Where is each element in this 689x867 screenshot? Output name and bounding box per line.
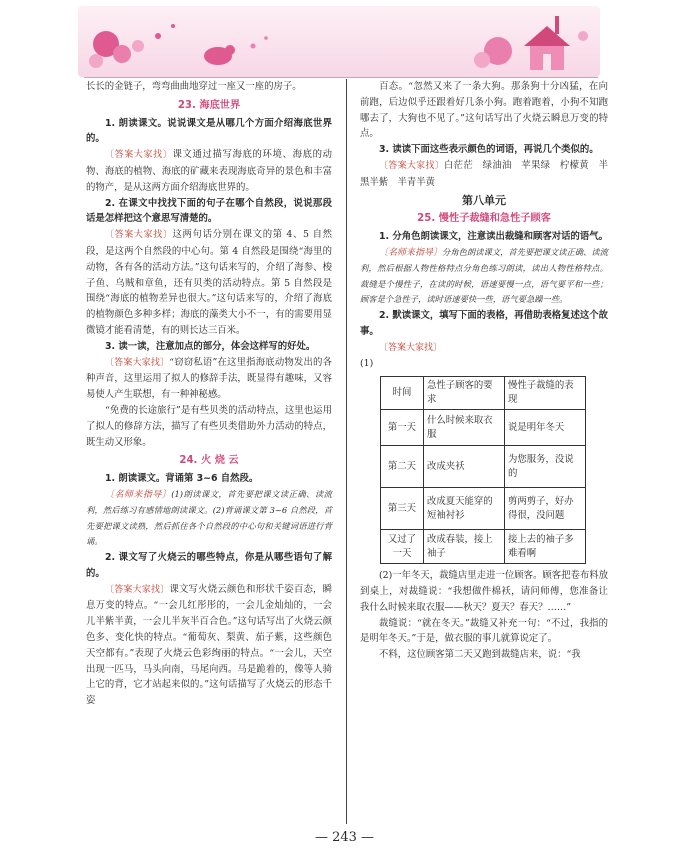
answer-tag: 〔答案大家找〕 xyxy=(379,342,443,353)
table-cell: 剪两剪子，好办得很，没问题 xyxy=(505,488,586,530)
lesson-25-title: 25. 慢性子裁缝和急性子顾客 xyxy=(417,213,551,225)
answer: 〔答案大家找〕课文通过描写海底的环境、海底的动物、海底的植物、海底的矿藏来表现海底奇异的景色和丰富的物产，是从这两方面介绍海底世界的。 xyxy=(86,149,332,193)
question: 2. 在课文中找找下面的句子在哪个自然段，说说那段话是怎样把这个意思写清楚的。 xyxy=(86,197,332,225)
table-header-cell: 急性子顾客的要求 xyxy=(424,377,505,410)
question: 1. 朗读课文。说说课文是从哪几个方面介绍海底世界的。 xyxy=(86,117,332,145)
answer: 〔答案大家找〕课文写火烧云颜色和形状千姿百态，瞬息万变的特点。“一会儿红彤彤的，一会儿金灿灿的，一会儿半紫半黄，一会儿半灰半百合色。”这句话写出了火烧云颜色多、变化快的特点。“葡萄灰、梨黄、茄子紫，这些颜色天空都有。”表现了火烧云色彩绚丽的特点。“一会儿，天空出现一匹马，马头向南，马尾向西。马是跪着的，像等人骑上它的背，它才站起来似的。”这句话描写了火烧云的形态千姿 xyxy=(86,583,332,707)
table-cell: 说是明年冬天 xyxy=(505,410,586,446)
table-header-row xyxy=(381,377,586,410)
lesson-24-title: 24. 火 烧 云 xyxy=(179,455,239,467)
answer-tag: 〔名师来指导〕 xyxy=(379,247,443,258)
table-row xyxy=(381,488,586,530)
header-rule xyxy=(84,77,598,78)
table-cell: 又过了一天 xyxy=(381,530,424,564)
answer-tag: 〔答案大家找〕 xyxy=(105,150,173,161)
table-cell: 什么时候来取衣服 xyxy=(424,410,505,446)
question: 2. 默读课文，填写下面的表格，再借助表格复述这个故事。 xyxy=(360,309,608,337)
question: 3. 读读下面这些表示颜色的词语，再说几个类似的。 xyxy=(379,144,599,156)
page-number: — 243 — xyxy=(314,830,375,845)
right-column xyxy=(360,79,608,663)
table-cell: 改成夏天能穿的短袖衬衫 xyxy=(424,488,505,530)
paragraph: (2)一年冬天，裁缝店里走进一位顾客。顾客把卷布料放到桌上，对裁缝说：“我想做件棉袄，请问师傅，您准备让我什么时候来取衣服——秋天？夏天？春天？……” xyxy=(360,570,608,613)
answer: 〔名师来指导〕分角色朗读课文，首先要把课文读正确、读流利，然后根据人物性格特点分角色练习朗读，读出人物性格特点。裁缝是个慢性子，在读的时候，语速要慢一点，语气要平和一些；顾客是个急性子，读时语速要快一些，语气要急躁一些。 xyxy=(360,246,608,305)
question: 1. 分角色朗读课文，注意读出裁缝和顾客对话的语气。 xyxy=(379,231,608,243)
answer: “免费的长途旅行”是有些贝类的活动特点，这里也运用了拟人的修辞方法，描写了有些贝类借助外力活动的特点，既生动又形象。 xyxy=(86,404,332,448)
left-column xyxy=(86,79,332,709)
answer-number: (1) xyxy=(360,358,374,370)
table-cell: 接上去的袖子多难看啊 xyxy=(505,530,586,564)
table-cell: 改成夹袄 xyxy=(424,446,505,488)
answer-tag: 〔答案大家找〕 xyxy=(379,160,445,171)
table-cell: 第二天 xyxy=(381,446,424,488)
table-row xyxy=(381,410,586,446)
answer: 〔答案大家找〕白茫茫 绿油油 苹果绿 柠檬黄 半黑半紫 半青半黄 xyxy=(360,159,608,188)
question: 1. 朗读课文。背诵第 3~6 自然段。 xyxy=(105,473,259,485)
question: 3. 读一读，注意加点的部分，体会这样写的好处。 xyxy=(105,340,316,352)
table-header-cell: 慢性子裁缝的表现 xyxy=(505,377,586,410)
table-cell: 第一天 xyxy=(381,410,424,446)
paragraph: 长长的金链子，弯弯曲曲地穿过一座又一座的房子。 xyxy=(86,81,302,92)
answer: 〔答案大家找〕这两句话分别在课文的第 4、5 自然段，是这两个自然段的中心句。第 4 自然段是围绕“海里的动物，各有各的活动方法。”这句话来写的，介绍了海参、梭子鱼、乌贼和章鱼，还有贝类的活动特点。第 5 自然段是围绕“海底的植物差异也很大。”这句话来写的，介绍了海底的植物颜色多种多样；海底的藻类大小不一，有的需要用显微镜才能看清楚，有的则长达三百米。 xyxy=(86,229,332,336)
header-banner xyxy=(78,6,600,78)
unit-heading: 第八单元 xyxy=(462,193,506,207)
answer-tag: 〔答案大家找〕 xyxy=(105,357,170,368)
paragraph: 不料，这位顾客第二天又跑到裁缝店来，说：“我 xyxy=(379,649,581,661)
answer: 〔答案大家找〕“窃窃私语”在这里指海底动物发出的各种声音，这里运用了拟人的修辞手法，既显得有趣味，又容易使人产生联想，有一种神秘感。 xyxy=(86,356,332,401)
table-header-cell: 时间 xyxy=(381,377,424,410)
table-row xyxy=(381,530,586,564)
answer-table xyxy=(380,376,586,564)
question: 2. 课文写了火烧云的哪些特点，你是从哪些语句了解的。 xyxy=(86,551,332,579)
answer-tag: 〔名师来指导〕 xyxy=(105,489,172,500)
answer-tag: 〔答案大家找〕 xyxy=(105,230,173,241)
table-cell: 为您服务，没说的 xyxy=(505,446,586,488)
table-row xyxy=(381,446,586,488)
paragraph: 百态。“忽然又来了一条大狗。那条狗十分凶猛，在向前跑，后边似乎还跟着好几条小狗。跑着跑着，小狗不知跑哪去了，大狗也不见了。”这句话写出了火烧云瞬息万变的特点。 xyxy=(360,81,608,140)
table-cell: 第三天 xyxy=(381,488,424,530)
column-divider xyxy=(346,79,347,824)
paragraph: 裁缝说：“就在冬天。”裁缝又补充一句：“不过，我指的是明年冬天。”于是，做衣服的事儿就算说定了。 xyxy=(360,617,608,645)
table-cell: 改成春装，接上袖子 xyxy=(424,530,505,564)
answer-tag: 〔答案大家找〕 xyxy=(105,584,170,595)
lesson-23-title: 23. 海底世界 xyxy=(177,99,241,111)
answer: 〔名师来指导〕(1)朗读课文，首先要把课文读正确、读流利，然后练习有感情地朗读课文。(2)背诵课文第 3~6 自然段，首先要把课文读熟，然后抓住各个自然段的中心句和关键词语进行背诵。 xyxy=(86,488,332,547)
answer-tag-line xyxy=(360,340,608,357)
